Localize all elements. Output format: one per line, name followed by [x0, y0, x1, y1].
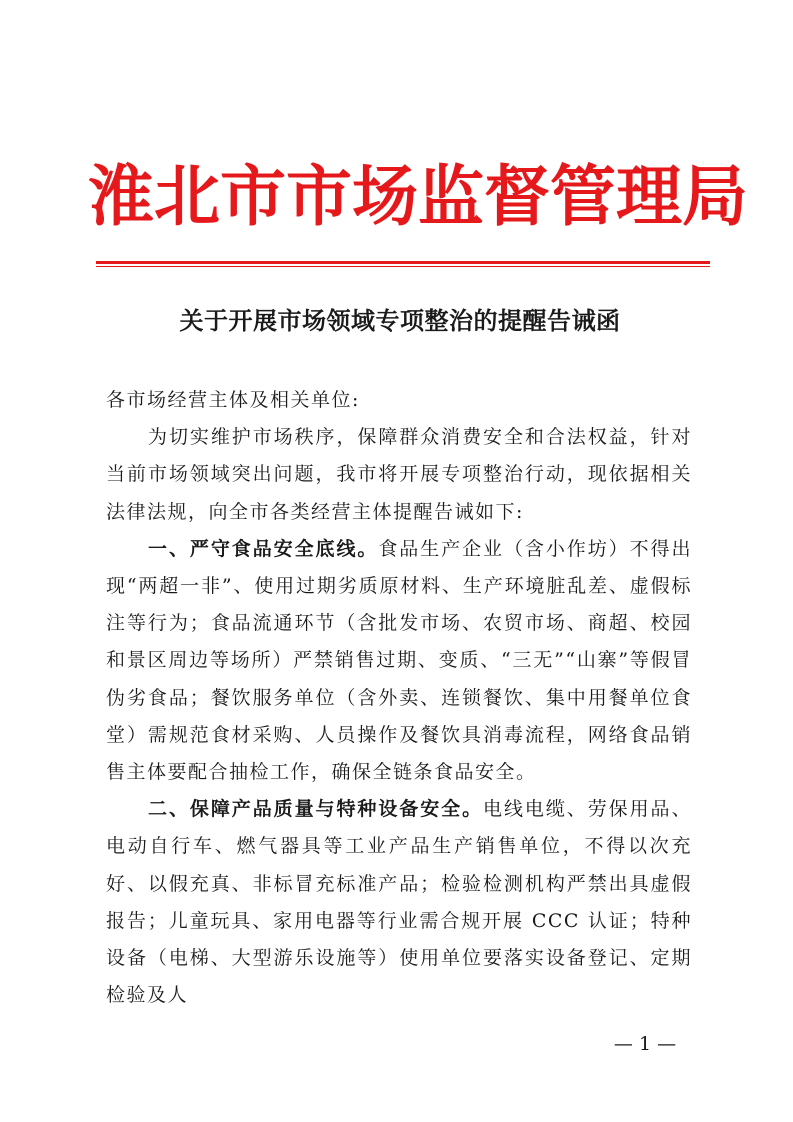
letterhead-divider-thick [96, 261, 710, 264]
letterhead-divider-thin [96, 266, 710, 267]
section-heading: 二、保障产品质量与特种设备安全。 [148, 798, 484, 821]
intro-paragraph: 为切实维护市场秩序，保障群众消费安全和合法权益，针对当前市场领域突出问题，我市将开展专项整治行动，现依据相关法律法规，向全市各类经营主体提醒告诫如下: [106, 426, 692, 523]
document-title: 关于开展市场领域专项整治的提醒告诫函 [179, 307, 621, 335]
section-text: 电线电缆、劳保用品、电动自行车、燃气器具等工业产品生产销售单位，不得以次充好、以假充真、非标冒充标准产品；检验检测机构严禁出具虚假报告；儿童玩具、家用电器等行业需合规开展 CCC 认证；特种设备（电梯、大型游乐设施等）使用单位要落实设备登记、定期检验及人 [106, 798, 692, 1007]
section-paragraph-product-quality [106, 791, 692, 1014]
section-paragraph-food-safety [106, 531, 692, 791]
document-body [106, 382, 692, 1014]
page-number: — 1 — [613, 1033, 677, 1055]
salutation: 各市场经营主体及相关单位: [106, 389, 360, 411]
agency-letterhead-title: 淮北市市场监督管理局 [88, 157, 748, 235]
section-text: 食品生产企业（含小作坊）不得出现“两超一非”、使用过期劣质原材料、生产环境脏乱差、虚假标注等行为；食品流通环节（含批发市场、农贸市场、商超、校园和景区周边等场所）严禁销售过期、变质、“三无”“山寨”等假冒伪劣食品；餐饮服务单位（含外卖、连锁餐饮、集中用餐单位食堂）需规范食材采购、人员操作及餐饮具消毒流程，网络食品销售主体要配合抽检工作，确保全链条食品安全。 [106, 537, 692, 784]
section-heading: 一、严守食品安全底线。 [148, 537, 379, 560]
